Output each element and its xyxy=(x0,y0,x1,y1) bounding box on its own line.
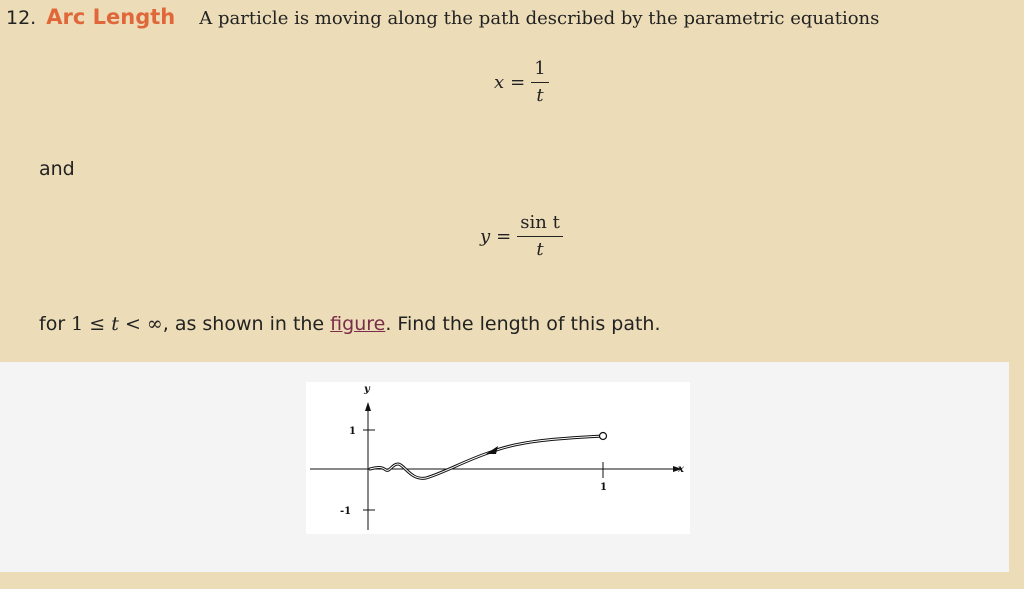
equation-x-equals: = xyxy=(510,72,526,93)
problem-intro: A particle is moving along the path described by the parametric equations xyxy=(199,8,880,29)
parametric-path-figure xyxy=(306,382,690,534)
x-tick-label: 1 xyxy=(600,482,607,493)
equation-y-fraction xyxy=(517,212,563,261)
y-axis-label: y xyxy=(364,384,370,395)
figure-box xyxy=(306,382,690,534)
equation-x xyxy=(494,58,549,107)
equation-x-lhs: x xyxy=(494,72,505,93)
equation-x-fraction xyxy=(531,58,548,107)
connector-text: and xyxy=(39,158,75,180)
equation-y-equals: = xyxy=(496,226,512,247)
path-curve-inner xyxy=(370,436,603,478)
equation-y-denominator: t xyxy=(536,239,544,260)
problem-header xyxy=(6,3,879,33)
equation-x-numerator: 1 xyxy=(531,58,548,83)
range-condition-start: 1 ≤ xyxy=(71,313,112,335)
y-tick-top-label: 1 xyxy=(349,426,356,437)
equation-y xyxy=(480,212,563,261)
range-condition-end: < ∞ xyxy=(118,313,163,335)
range-sentence xyxy=(39,313,661,335)
problem-number: 12. xyxy=(6,7,37,29)
figure-link[interactable]: figure xyxy=(330,313,386,335)
range-suffix: . Find the length of this path. xyxy=(385,313,661,335)
equation-y-lhs: y xyxy=(480,226,491,247)
range-mid: , as shown in the xyxy=(162,313,331,335)
path-curve xyxy=(370,436,603,478)
equation-y-numerator: sin t xyxy=(517,212,563,237)
figure-panel xyxy=(0,362,1009,572)
range-prefix: for xyxy=(39,313,72,335)
range-variable: t xyxy=(111,313,119,335)
problem-title: Arc Length xyxy=(46,5,176,29)
y-tick-bottom-label: -1 xyxy=(340,506,352,517)
x-axis-label: x xyxy=(678,464,684,475)
equation-x-denominator: t xyxy=(536,85,544,106)
path-start-point xyxy=(600,433,607,440)
y-axis-arrow xyxy=(365,402,371,411)
